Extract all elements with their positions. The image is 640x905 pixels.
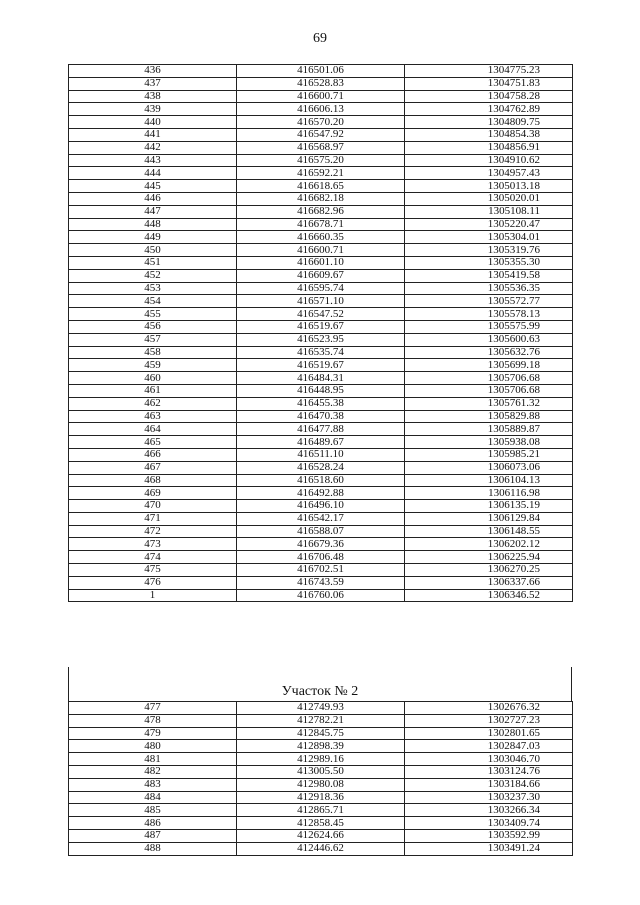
- point-number-cell: 475: [69, 564, 237, 577]
- table-row: [69, 308, 573, 321]
- table-row: [69, 829, 573, 842]
- table-row: [69, 727, 573, 740]
- point-number-cell: 468: [69, 474, 237, 487]
- table-row: [69, 320, 573, 333]
- x-coordinate-cell: 416609.67: [237, 269, 405, 282]
- point-number-cell: 438: [69, 90, 237, 103]
- x-coordinate-cell: 416523.95: [237, 333, 405, 346]
- table-row: [69, 128, 573, 141]
- x-coordinate-cell: 416518.60: [237, 474, 405, 487]
- y-coordinate-cell: 1303046.70: [405, 753, 573, 766]
- coordinates-table-body: [69, 65, 573, 602]
- y-coordinate-cell: 1303266.34: [405, 804, 573, 817]
- point-number-cell: 440: [69, 116, 237, 129]
- x-coordinate-cell: 416601.10: [237, 256, 405, 269]
- y-coordinate-cell: 1305013.18: [405, 180, 573, 193]
- x-coordinate-cell: 416455.38: [237, 397, 405, 410]
- y-coordinate-cell: 1305600.63: [405, 333, 573, 346]
- table-row: [69, 702, 573, 715]
- point-number-cell: 439: [69, 103, 237, 116]
- table-row: [69, 77, 573, 90]
- point-number-cell: 456: [69, 320, 237, 333]
- table-row: [69, 397, 573, 410]
- y-coordinate-cell: 1306337.66: [405, 576, 573, 589]
- y-coordinate-cell: 1305706.68: [405, 384, 573, 397]
- point-number-cell: 485: [69, 804, 237, 817]
- point-number-cell: 452: [69, 269, 237, 282]
- y-coordinate-cell: 1304751.83: [405, 77, 573, 90]
- point-number-cell: 458: [69, 346, 237, 359]
- table-row: [69, 116, 573, 129]
- y-coordinate-cell: 1305536.35: [405, 282, 573, 295]
- table-row: [69, 333, 573, 346]
- y-coordinate-cell: 1306346.52: [405, 589, 573, 602]
- x-coordinate-cell: 416448.95: [237, 384, 405, 397]
- x-coordinate-cell: 412749.93: [237, 702, 405, 715]
- x-coordinate-cell: 416595.74: [237, 282, 405, 295]
- y-coordinate-cell: 1306129.84: [405, 512, 573, 525]
- section-header-row: [68, 667, 572, 702]
- y-coordinate-cell: 1305761.32: [405, 397, 573, 410]
- x-coordinate-cell: 412898.39: [237, 740, 405, 753]
- point-number-cell: 480: [69, 740, 237, 753]
- table-row: [69, 551, 573, 564]
- table-row: [69, 269, 573, 282]
- x-coordinate-cell: 416600.71: [237, 244, 405, 257]
- table-row: [69, 192, 573, 205]
- point-number-cell: 442: [69, 141, 237, 154]
- y-coordinate-cell: 1304762.89: [405, 103, 573, 116]
- point-number-cell: 482: [69, 765, 237, 778]
- x-coordinate-cell: 416489.67: [237, 436, 405, 449]
- y-coordinate-cell: 1306104.13: [405, 474, 573, 487]
- x-coordinate-cell: 416570.20: [237, 116, 405, 129]
- point-number-cell: 1: [69, 589, 237, 602]
- point-number-cell: 459: [69, 359, 237, 372]
- x-coordinate-cell: 416679.36: [237, 538, 405, 551]
- table-row: [69, 474, 573, 487]
- table-row: [69, 256, 573, 269]
- y-coordinate-cell: 1306202.12: [405, 538, 573, 551]
- x-coordinate-cell: 412858.45: [237, 817, 405, 830]
- y-coordinate-cell: 1306116.98: [405, 487, 573, 500]
- point-number-cell: 465: [69, 436, 237, 449]
- point-number-cell: 445: [69, 180, 237, 193]
- table-row: [69, 372, 573, 385]
- point-number-cell: 484: [69, 791, 237, 804]
- point-number-cell: 454: [69, 295, 237, 308]
- y-coordinate-cell: 1306073.06: [405, 461, 573, 474]
- y-coordinate-cell: 1303592.99: [405, 829, 573, 842]
- table-row: [69, 346, 573, 359]
- y-coordinate-cell: 1303124.76: [405, 765, 573, 778]
- y-coordinate-cell: 1305829.88: [405, 410, 573, 423]
- point-number-cell: 467: [69, 461, 237, 474]
- y-coordinate-cell: 1303409.74: [405, 817, 573, 830]
- table-row: [69, 218, 573, 231]
- point-number-cell: 461: [69, 384, 237, 397]
- point-number-cell: 444: [69, 167, 237, 180]
- point-number-cell: 472: [69, 525, 237, 538]
- y-coordinate-cell: 1305572.77: [405, 295, 573, 308]
- coordinates-table-part2: [68, 701, 573, 856]
- table-row: [69, 448, 573, 461]
- x-coordinate-cell: 416528.83: [237, 77, 405, 90]
- x-coordinate-cell: 412918.36: [237, 791, 405, 804]
- point-number-cell: 453: [69, 282, 237, 295]
- x-coordinate-cell: 412989.16: [237, 753, 405, 766]
- point-number-cell: 470: [69, 500, 237, 513]
- x-coordinate-cell: 416501.06: [237, 65, 405, 78]
- point-number-cell: 487: [69, 829, 237, 842]
- x-coordinate-cell: 416592.21: [237, 167, 405, 180]
- x-coordinate-cell: 412782.21: [237, 714, 405, 727]
- x-coordinate-cell: 416588.07: [237, 525, 405, 538]
- y-coordinate-cell: 1306225.94: [405, 551, 573, 564]
- x-coordinate-cell: 416519.67: [237, 320, 405, 333]
- x-coordinate-cell: 416528.24: [237, 461, 405, 474]
- y-coordinate-cell: 1305578.13: [405, 308, 573, 321]
- x-coordinate-cell: 416706.48: [237, 551, 405, 564]
- x-coordinate-cell: 416682.18: [237, 192, 405, 205]
- y-coordinate-cell: 1305938.08: [405, 436, 573, 449]
- y-coordinate-cell: 1302801.65: [405, 727, 573, 740]
- y-coordinate-cell: 1306135.19: [405, 500, 573, 513]
- y-coordinate-cell: 1304775.23: [405, 65, 573, 78]
- y-coordinate-cell: 1304856.91: [405, 141, 573, 154]
- y-coordinate-cell: 1306148.55: [405, 525, 573, 538]
- x-coordinate-cell: 416547.92: [237, 128, 405, 141]
- point-number-cell: 451: [69, 256, 237, 269]
- x-coordinate-cell: 416542.17: [237, 512, 405, 525]
- x-coordinate-cell: 416492.88: [237, 487, 405, 500]
- point-number-cell: 449: [69, 231, 237, 244]
- point-number-cell: 477: [69, 702, 237, 715]
- y-coordinate-cell: 1304809.75: [405, 116, 573, 129]
- y-coordinate-cell: 1303491.24: [405, 842, 573, 855]
- point-number-cell: 447: [69, 205, 237, 218]
- point-number-cell: 486: [69, 817, 237, 830]
- x-coordinate-cell: 416484.31: [237, 372, 405, 385]
- point-number-cell: 450: [69, 244, 237, 257]
- y-coordinate-cell: 1304758.28: [405, 90, 573, 103]
- table-row: [69, 359, 573, 372]
- y-coordinate-cell: 1303184.66: [405, 778, 573, 791]
- table-row: [69, 167, 573, 180]
- table-row: [69, 180, 573, 193]
- y-coordinate-cell: 1305419.58: [405, 269, 573, 282]
- table-row: [69, 842, 573, 855]
- x-coordinate-cell: 416496.10: [237, 500, 405, 513]
- table-row: [69, 205, 573, 218]
- x-coordinate-cell: 416600.71: [237, 90, 405, 103]
- coordinates-table-part1: [68, 64, 573, 602]
- x-coordinate-cell: 412865.71: [237, 804, 405, 817]
- y-coordinate-cell: 1302676.32: [405, 702, 573, 715]
- x-coordinate-cell: 416618.65: [237, 180, 405, 193]
- x-coordinate-cell: 412845.75: [237, 727, 405, 740]
- section-title: Участок № 2: [281, 684, 359, 699]
- x-coordinate-cell: 412980.08: [237, 778, 405, 791]
- coordinates-table-body: [69, 702, 573, 856]
- table-row: [69, 141, 573, 154]
- y-coordinate-cell: 1305220.47: [405, 218, 573, 231]
- point-number-cell: 441: [69, 128, 237, 141]
- y-coordinate-cell: 1305699.18: [405, 359, 573, 372]
- table-row: [69, 778, 573, 791]
- y-coordinate-cell: 1306270.25: [405, 564, 573, 577]
- point-number-cell: 443: [69, 154, 237, 167]
- point-number-cell: 460: [69, 372, 237, 385]
- point-number-cell: 464: [69, 423, 237, 436]
- x-coordinate-cell: 416606.13: [237, 103, 405, 116]
- y-coordinate-cell: 1305319.76: [405, 244, 573, 257]
- x-coordinate-cell: 416535.74: [237, 346, 405, 359]
- table-row: [69, 103, 573, 116]
- point-number-cell: 481: [69, 753, 237, 766]
- table-row: [69, 384, 573, 397]
- table-row: [69, 90, 573, 103]
- y-coordinate-cell: 1305632.76: [405, 346, 573, 359]
- point-number-cell: 466: [69, 448, 237, 461]
- table-row: [69, 282, 573, 295]
- y-coordinate-cell: 1305020.01: [405, 192, 573, 205]
- point-number-cell: 483: [69, 778, 237, 791]
- point-number-cell: 437: [69, 77, 237, 90]
- y-coordinate-cell: 1302727.23: [405, 714, 573, 727]
- table-row: [69, 410, 573, 423]
- table-row: [69, 525, 573, 538]
- point-number-cell: 471: [69, 512, 237, 525]
- y-coordinate-cell: 1305575.99: [405, 320, 573, 333]
- table-row: [69, 244, 573, 257]
- table-row: [69, 753, 573, 766]
- point-number-cell: 448: [69, 218, 237, 231]
- point-number-cell: 446: [69, 192, 237, 205]
- point-number-cell: 473: [69, 538, 237, 551]
- table-row: [69, 154, 573, 167]
- x-coordinate-cell: 413005.50: [237, 765, 405, 778]
- point-number-cell: 469: [69, 487, 237, 500]
- y-coordinate-cell: 1305889.87: [405, 423, 573, 436]
- point-number-cell: 463: [69, 410, 237, 423]
- x-coordinate-cell: 416547.52: [237, 308, 405, 321]
- page-number: 69: [313, 31, 327, 46]
- y-coordinate-cell: 1305706.68: [405, 372, 573, 385]
- table-row: [69, 564, 573, 577]
- x-coordinate-cell: 416702.51: [237, 564, 405, 577]
- y-coordinate-cell: 1304854.38: [405, 128, 573, 141]
- table-row: [69, 500, 573, 513]
- x-coordinate-cell: 416470.38: [237, 410, 405, 423]
- point-number-cell: 474: [69, 551, 237, 564]
- y-coordinate-cell: 1305108.11: [405, 205, 573, 218]
- table-row: [69, 295, 573, 308]
- table-row: [69, 538, 573, 551]
- point-number-cell: 478: [69, 714, 237, 727]
- point-number-cell: 476: [69, 576, 237, 589]
- table-row: [69, 423, 573, 436]
- y-coordinate-cell: 1303237.30: [405, 791, 573, 804]
- x-coordinate-cell: 416571.10: [237, 295, 405, 308]
- x-coordinate-cell: 416511.10: [237, 448, 405, 461]
- y-coordinate-cell: 1305355.30: [405, 256, 573, 269]
- x-coordinate-cell: 416519.67: [237, 359, 405, 372]
- y-coordinate-cell: 1304910.62: [405, 154, 573, 167]
- point-number-cell: 455: [69, 308, 237, 321]
- table-row: [69, 461, 573, 474]
- point-number-cell: 479: [69, 727, 237, 740]
- table-row: [69, 487, 573, 500]
- table-row: [69, 65, 573, 78]
- x-coordinate-cell: 412624.66: [237, 829, 405, 842]
- x-coordinate-cell: 416743.59: [237, 576, 405, 589]
- table-row: [69, 765, 573, 778]
- x-coordinate-cell: 416568.97: [237, 141, 405, 154]
- point-number-cell: 462: [69, 397, 237, 410]
- x-coordinate-cell: 416477.88: [237, 423, 405, 436]
- y-coordinate-cell: 1305304.01: [405, 231, 573, 244]
- table-row: [69, 436, 573, 449]
- point-number-cell: 488: [69, 842, 237, 855]
- x-coordinate-cell: 416678.71: [237, 218, 405, 231]
- point-number-cell: 457: [69, 333, 237, 346]
- table-row: [69, 589, 573, 602]
- y-coordinate-cell: 1304957.43: [405, 167, 573, 180]
- table-row: [69, 804, 573, 817]
- table-row: [69, 791, 573, 804]
- x-coordinate-cell: 416682.96: [237, 205, 405, 218]
- table-row: [69, 512, 573, 525]
- point-number-cell: 436: [69, 65, 237, 78]
- y-coordinate-cell: 1302847.03: [405, 740, 573, 753]
- y-coordinate-cell: 1305985.21: [405, 448, 573, 461]
- table-row: [69, 740, 573, 753]
- table-row: [69, 714, 573, 727]
- x-coordinate-cell: 416660.35: [237, 231, 405, 244]
- table-row: [69, 231, 573, 244]
- x-coordinate-cell: 416575.20: [237, 154, 405, 167]
- table-row: [69, 817, 573, 830]
- table-row: [69, 576, 573, 589]
- x-coordinate-cell: 416760.06: [237, 589, 405, 602]
- x-coordinate-cell: 412446.62: [237, 842, 405, 855]
